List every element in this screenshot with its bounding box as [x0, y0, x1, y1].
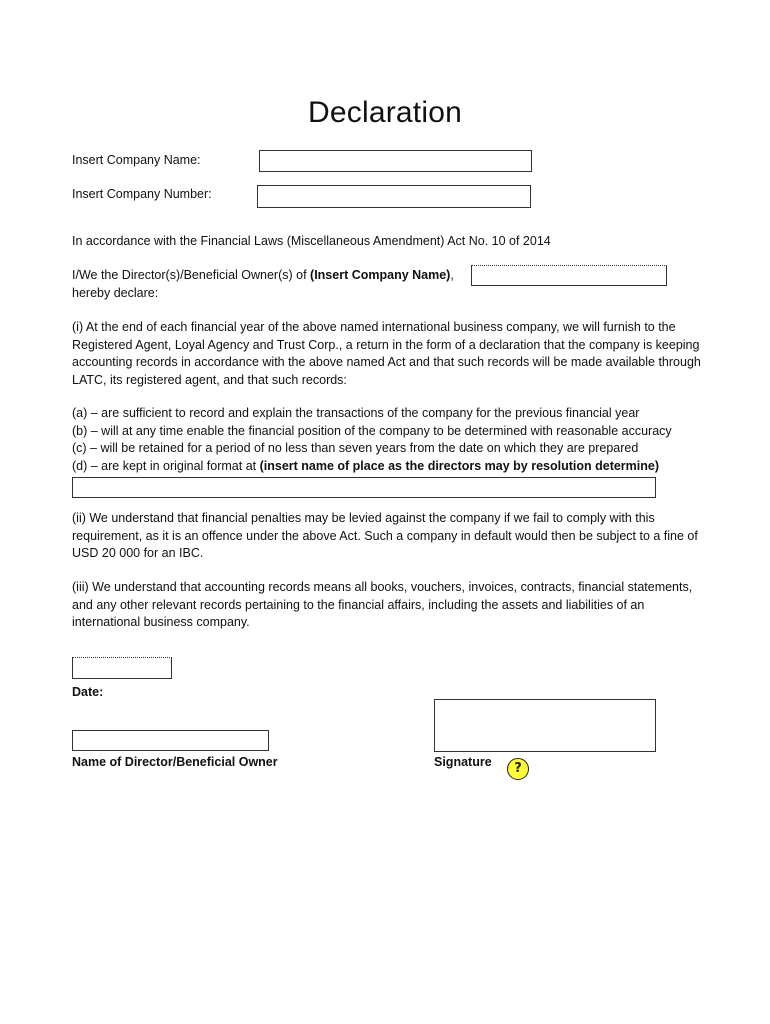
date-label: Date:: [72, 685, 104, 699]
clause-iii: (iii) We understand that accounting records means all books, vouchers, invoices, contracts, financial statements, and any other relevant records pertaining to the financial affairs, including the assets and liabilities of an international business company.: [72, 580, 693, 630]
clause-b: (b) – will at any time enable the financial position of the company to be determined with reasonable accuracy: [72, 424, 672, 438]
directors-company-placeholder: (Insert Company Name): [310, 268, 451, 282]
clause-d: [72, 458, 659, 476]
director-name-field[interactable]: [72, 730, 269, 751]
records-location-field[interactable]: [72, 477, 656, 498]
page-title: Declaration: [308, 96, 462, 129]
company-number-label: Insert Company Number:: [72, 187, 212, 201]
director-name-label: Name of Director/Beneficial Owner: [72, 755, 278, 769]
clause-ii: (ii) We understand that financial penalties may be levied against the company if we fail to comply with this requirement, as it is an offence under the above Act. Such a company in default would then be subject to a fine of USD 20 000 for an IBC.: [72, 511, 698, 561]
clause-a: (a) – are sufficient to record and explain the transactions of the company for the previous financial year: [72, 406, 640, 420]
date-field[interactable]: [72, 657, 172, 679]
directors-prefix: I/We the Director(s)/Beneficial Owner(s) of: [72, 268, 311, 282]
company-name-label: Insert Company Name:: [72, 153, 201, 167]
act-reference: In accordance with the Financial Laws (Miscellaneous Amendment) Act No. 10 of 2014: [72, 234, 551, 248]
clause-d-prefix: (d) – are kept in original format at: [72, 459, 260, 473]
company-name-field[interactable]: [259, 150, 532, 172]
clause-i: (i) At the end of each financial year of the above named international business company, we will furnish to the Registered Agent, Loyal Agency and Trust Corp., a return in the form of a declaration that the company is keeping accounting records in accordance with the above named Act and that such records will be made available through LATC, its registered agent, and that such records:: [72, 320, 701, 387]
company-number-field[interactable]: [257, 185, 531, 208]
signature-field[interactable]: [434, 699, 656, 752]
declaration-company-name-field[interactable]: [471, 265, 667, 286]
directors-suffix: ,: [450, 268, 454, 282]
directors-statement: [72, 267, 454, 285]
clause-c: (c) – will be retained for a period of no less than seven years from the date on which they are prepared: [72, 441, 639, 455]
clause-d-placeholder: (insert name of place as the directors may by resolution determine): [259, 459, 660, 473]
hereby-declare: hereby declare:: [72, 286, 159, 300]
help-icon[interactable]: ?: [507, 758, 529, 780]
signature-label: Signature: [434, 755, 492, 769]
